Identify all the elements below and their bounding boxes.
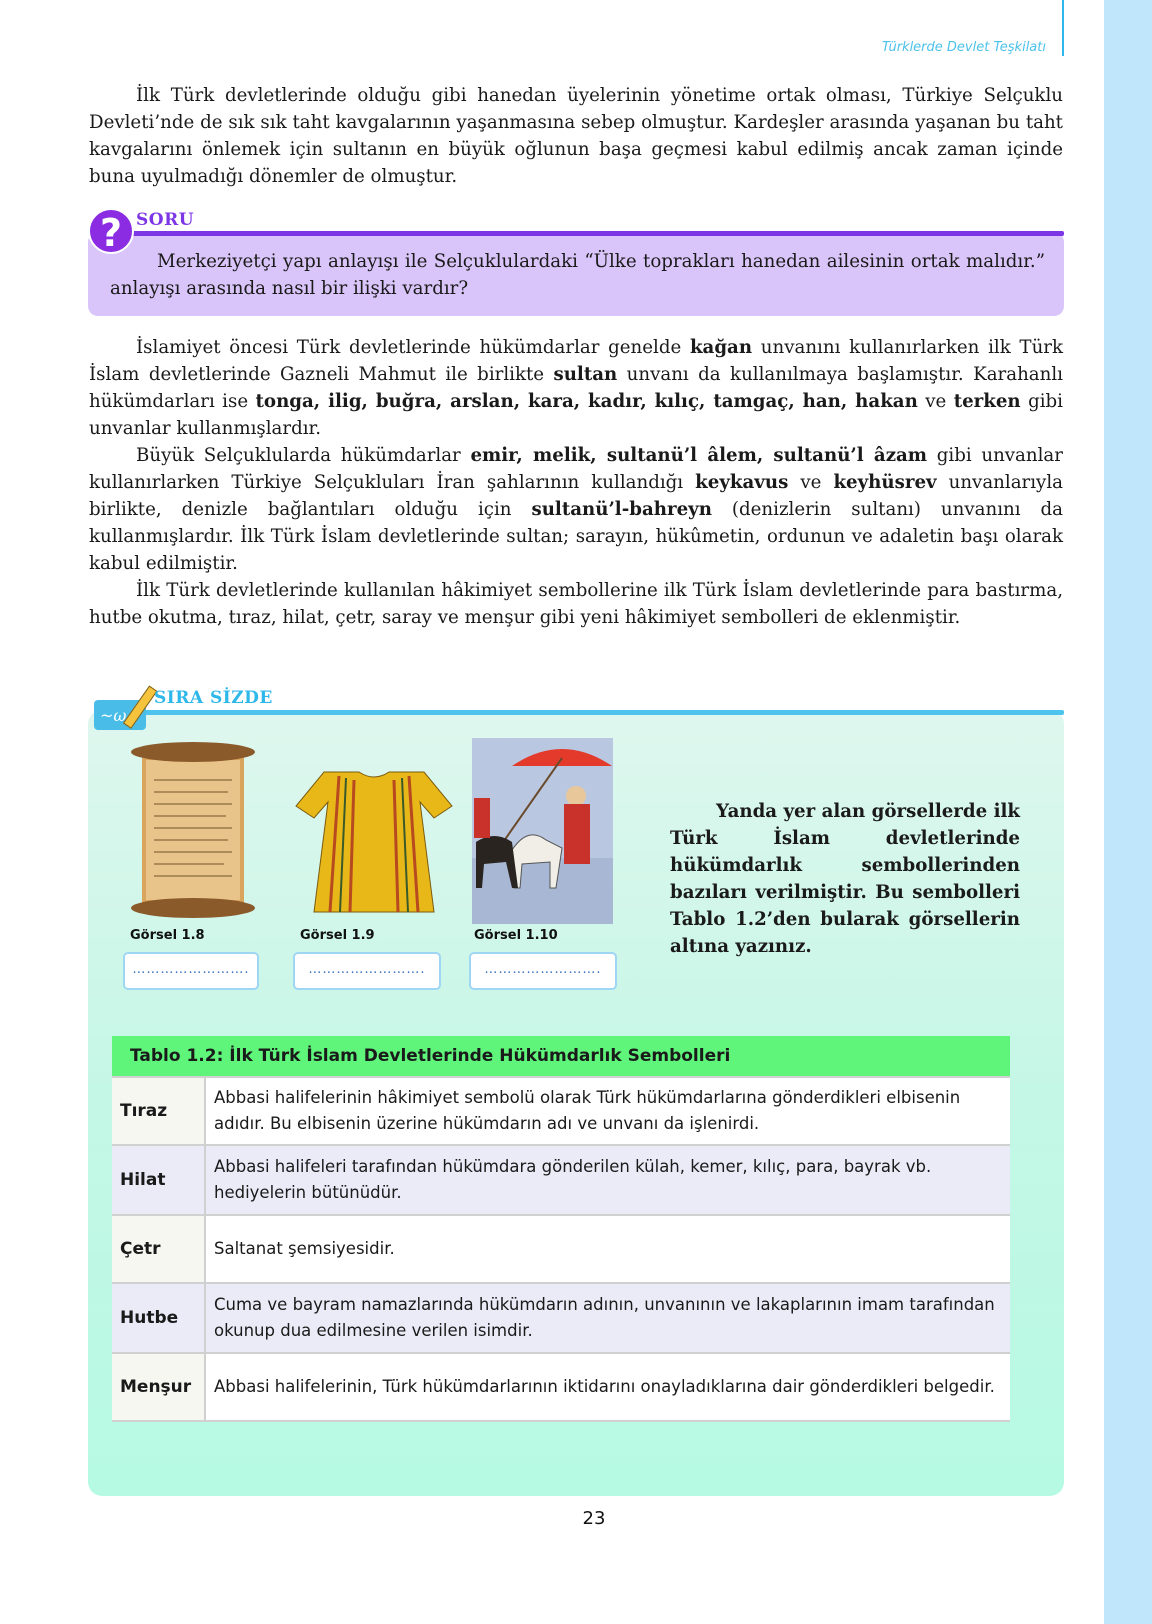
bold-term: terken	[953, 391, 1021, 412]
soru-callout	[88, 206, 1064, 316]
answer-field[interactable]: …………………….	[123, 952, 259, 990]
activity-label: SIRA SİZDE	[154, 688, 273, 708]
text-run: Büyük Selçuklularda hükümdarlar	[136, 445, 471, 466]
image-caption: Görsel 1.8	[130, 928, 205, 943]
parasol-miniature-image	[472, 738, 613, 924]
soru-rule	[118, 231, 1064, 236]
text-run: gibi unvanlar kullanırlarken Türkiye Selçukluları İran şahlarının kullandığı	[89, 445, 1063, 493]
activity-instruction: Yanda yer alan görsellerde ilk Türk İslam devletlerinde hükümdarlık sembollerinden bazıları verilmiştir. Bu sembolleri Tablo 1.2’den bularak görsellerin altına yazınız.	[670, 801, 1020, 957]
bold-term: emir, melik, sultanü’l âlem, sultanü’l âzam	[470, 445, 928, 466]
bold-term: keyhüsrev	[833, 472, 937, 493]
bold-term: tonga, ilig, buğra, arslan, kara, kadır, kılıç, tamgaç, han, hakan	[255, 391, 918, 412]
table-definition: Abbasi halifelerinin, Türk hükümdarlarının iktidarını onayladıklarına dair gönderdikleri belgedir.	[214, 1377, 995, 1396]
table-row	[112, 1282, 1010, 1352]
bold-term: sultan	[553, 364, 618, 385]
running-header: Türklerde Devlet Teşkilatı	[881, 40, 1046, 55]
bold-term: sultanü’l-bahreyn	[531, 499, 712, 520]
table-definition: Cuma ve bayram namazlarında hükümdarın adının, unvanının ve lakaplarının imam tarafından okunup dua edilmesine verilen isimdir.	[214, 1295, 995, 1340]
paragraph: İlk Türk devletlerinde kullanılan hâkimiyet sembollerine ilk Türk İslam devletlerinde para bastırma, hutbe okutma, tıraz, hilat, çetr, saray ve menşur gibi yeni hâkimiyet sembolleri de eklenmiştir.	[89, 580, 1063, 628]
question-mark-icon: ?	[88, 208, 134, 254]
table-term: Tıraz	[112, 1078, 206, 1144]
scroll-image	[128, 740, 258, 920]
side-color-strip	[1104, 0, 1152, 1624]
table-definition: Abbasi halifelerinin hâkimiyet sembolü olarak Türk hükümdarlarına gönderdikleri elbisenin adıdır. Bu elbisenin üzerine hükümdarın adı ve unvanı da işlenirdi.	[214, 1088, 961, 1133]
table-title: Tablo 1.2: İlk Türk İslam Devletlerinde Hükümdarlık Sembolleri	[112, 1036, 1010, 1076]
table-term: Menşur	[112, 1354, 206, 1420]
text-run: gibi unvanlar kullanmışlardır.	[89, 391, 1063, 439]
image-caption: Görsel 1.9	[300, 928, 375, 943]
table-definition: Abbasi halifeleri tarafından hükümdara gönderilen külah, kemer, kılıç, para, bayrak vb. hediyelerin bütünüdür.	[214, 1157, 932, 1202]
answer-field[interactable]: …………………….	[469, 952, 617, 990]
table-row	[112, 1214, 1010, 1282]
paragraph	[89, 442, 1063, 577]
table-row	[112, 1352, 1010, 1422]
body-text-top	[89, 82, 1063, 190]
page-number: 23	[582, 1508, 606, 1529]
text-run: İslamiyet öncesi Türk devletlerinde hükümdarlar genelde	[136, 337, 690, 358]
text-run: ve	[788, 472, 834, 493]
table-definition: Saltanat şemsiyesidir.	[214, 1239, 395, 1258]
text-run: ve	[917, 391, 954, 412]
text-run: unvanını kullanırlarken ilk Türk İslam devletlerinde Gazneli Mahmut ile birlikte	[89, 337, 1063, 385]
text-run: (denizlerin sultanı) unvanını da kullanmışlardır. İlk Türk İslam devletlerinde sultan; sarayın, hükûmetin, ordunun ve adaletin başı olarak kabul edilmiştir.	[89, 499, 1063, 574]
table-row	[112, 1144, 1010, 1214]
soru-label: SORU	[136, 210, 195, 230]
table-term: Çetr	[112, 1216, 206, 1282]
image-caption: Görsel 1.10	[474, 928, 558, 943]
table-term: Hilat	[112, 1146, 206, 1214]
text-run: unvanı da kullanılmaya başlamıştır. Karahanlı hükümdarları ise	[89, 364, 1063, 412]
robe-image	[294, 766, 454, 916]
answer-field[interactable]: …………………….	[293, 952, 441, 990]
paragraph: İlk Türk devletlerinde olduğu gibi hanedan üyelerinin yönetime ortak olması, Türkiye Selçuklu Devleti’nde de sık sık taht kavgalarının yaşanmasına sebep olmuştur. Kardeşler arasında yaşanan bu taht kavgalarını önlemek için sultanın en büyük oğlunun başa geçmesi kabul edilmiş ancak zaman içinde buna uyulmadığı dönemler de olmuştur.	[89, 85, 1063, 187]
paragraph	[89, 334, 1063, 442]
pencil-icon: ~ω	[94, 700, 146, 730]
table-row	[112, 1076, 1010, 1144]
soru-question: Merkeziyetçi yapı anlayışı ile Selçuklulardaki “Ülke toprakları hanedan ailesinin ortak malıdır.” anlayışı arasında nasıl bir ilişki vardır?	[110, 251, 1045, 299]
body-text-middle	[89, 334, 1063, 631]
header-rule	[1062, 0, 1064, 56]
bold-term: kağan	[689, 337, 753, 358]
text-run: unvanlarıyla birlikte, denizle bağlantıları olduğu için	[89, 472, 1063, 520]
activity-rule	[138, 710, 1064, 715]
table-term: Hutbe	[112, 1284, 206, 1352]
sira-sizde-activity	[88, 680, 1064, 1496]
bold-term: keykavus	[695, 472, 789, 493]
